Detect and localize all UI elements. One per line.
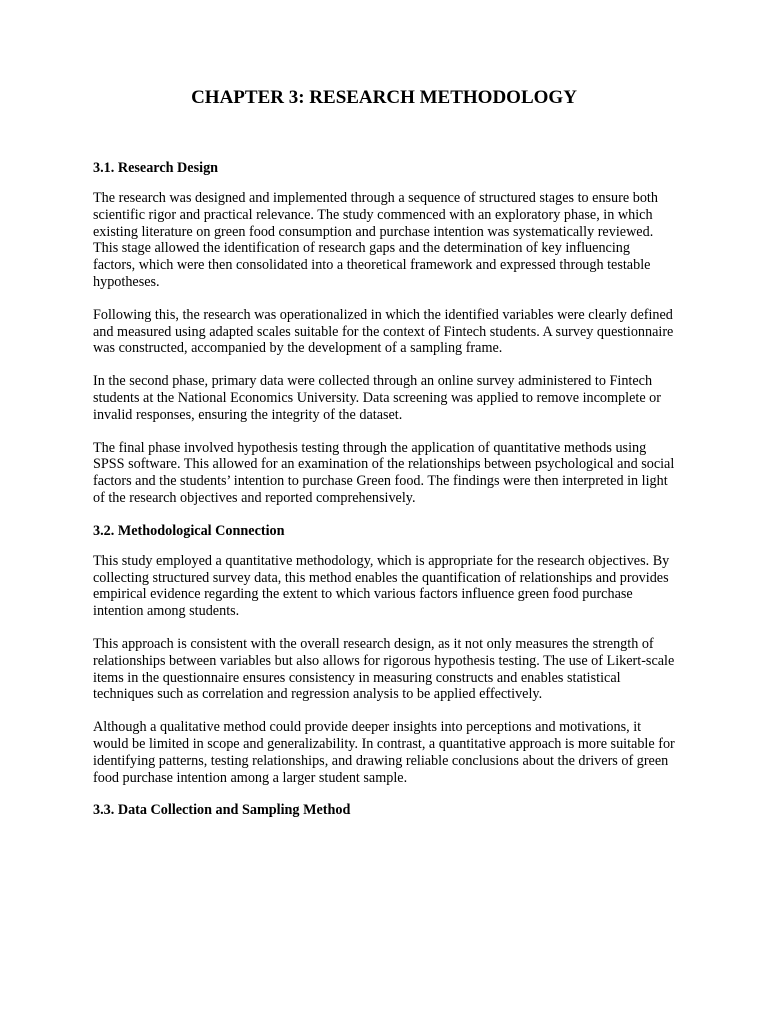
paragraph: The research was designed and implemented through a sequence of structured stages to ensure both scientific rigor and practical relevance. The study commenced with an exploratory phase, in which existing literature on green food consumption and purchase intention was systematically reviewed. This stage allowed the identification of research gaps and the determination of key influencing factors, which were then consolidated into a theoretical framework and expressed through testable hypotheses. xyxy=(93,190,658,290)
paragraph: This study employed a quantitative methodology, which is appropriate for the research objectives. By collecting structured survey data, this method enables the quantification of relationships and provides empirical evidence regarding the extent to which various factors influence green food purchase intention among students. xyxy=(93,552,670,620)
section-heading: 3.3. Data Collection and Sampling Method xyxy=(93,802,351,819)
chapter-title: CHAPTER 3: RESEARCH METHODOLOGY xyxy=(191,87,577,108)
paragraph: This approach is consistent with the overall research design, as it not only measures the strength of relationships between variables but also allows for rigorous hypothesis testing. The use of Likert-scale items in the questionnaire ensures consistency in measuring constructs and enables statistical techniques such as correlation and regression analysis to be applied effectively. xyxy=(93,635,675,703)
section-heading: 3.1. Research Design xyxy=(93,160,219,176)
paragraph: Although a qualitative method could provide deeper insights into perceptions and motivations, it would be limited in scope and generalizability. In contrast, a quantitative approach is more suitable for identifying patterns, testing relationships, and drawing reliable conclusions about the drivers of green food purchase intention among a larger student sample. xyxy=(93,719,675,786)
section-data-collection xyxy=(93,802,675,819)
section-heading: 3.2. Methodological Connection xyxy=(93,522,285,539)
paragraph: In the second phase, primary data were collected through an online survey administered to Fintech students at the National Economics University. Data screening was applied to remove incomplete or invalid responses, ensuring the integrity of the dataset. xyxy=(93,373,661,423)
paragraph: Following this, the research was operationalized in which the identified variables were clearly defined and measured using adapted scales suitable for the context of Fintech students. A survey questionnaire was constructed, accompanied by the development of a sampling frame. xyxy=(93,306,674,357)
paragraph: The final phase involved hypothesis testing through the application of quantitative methods using SPSS software. This allowed for an examination of the relationships between psychological and social factors and the students’ intention to purchase Green food. The findings were then interpreted in light of the research objectives and reported comprehensively. xyxy=(93,439,675,506)
section-methodological-connection xyxy=(93,523,675,787)
section-research-design xyxy=(93,160,675,507)
